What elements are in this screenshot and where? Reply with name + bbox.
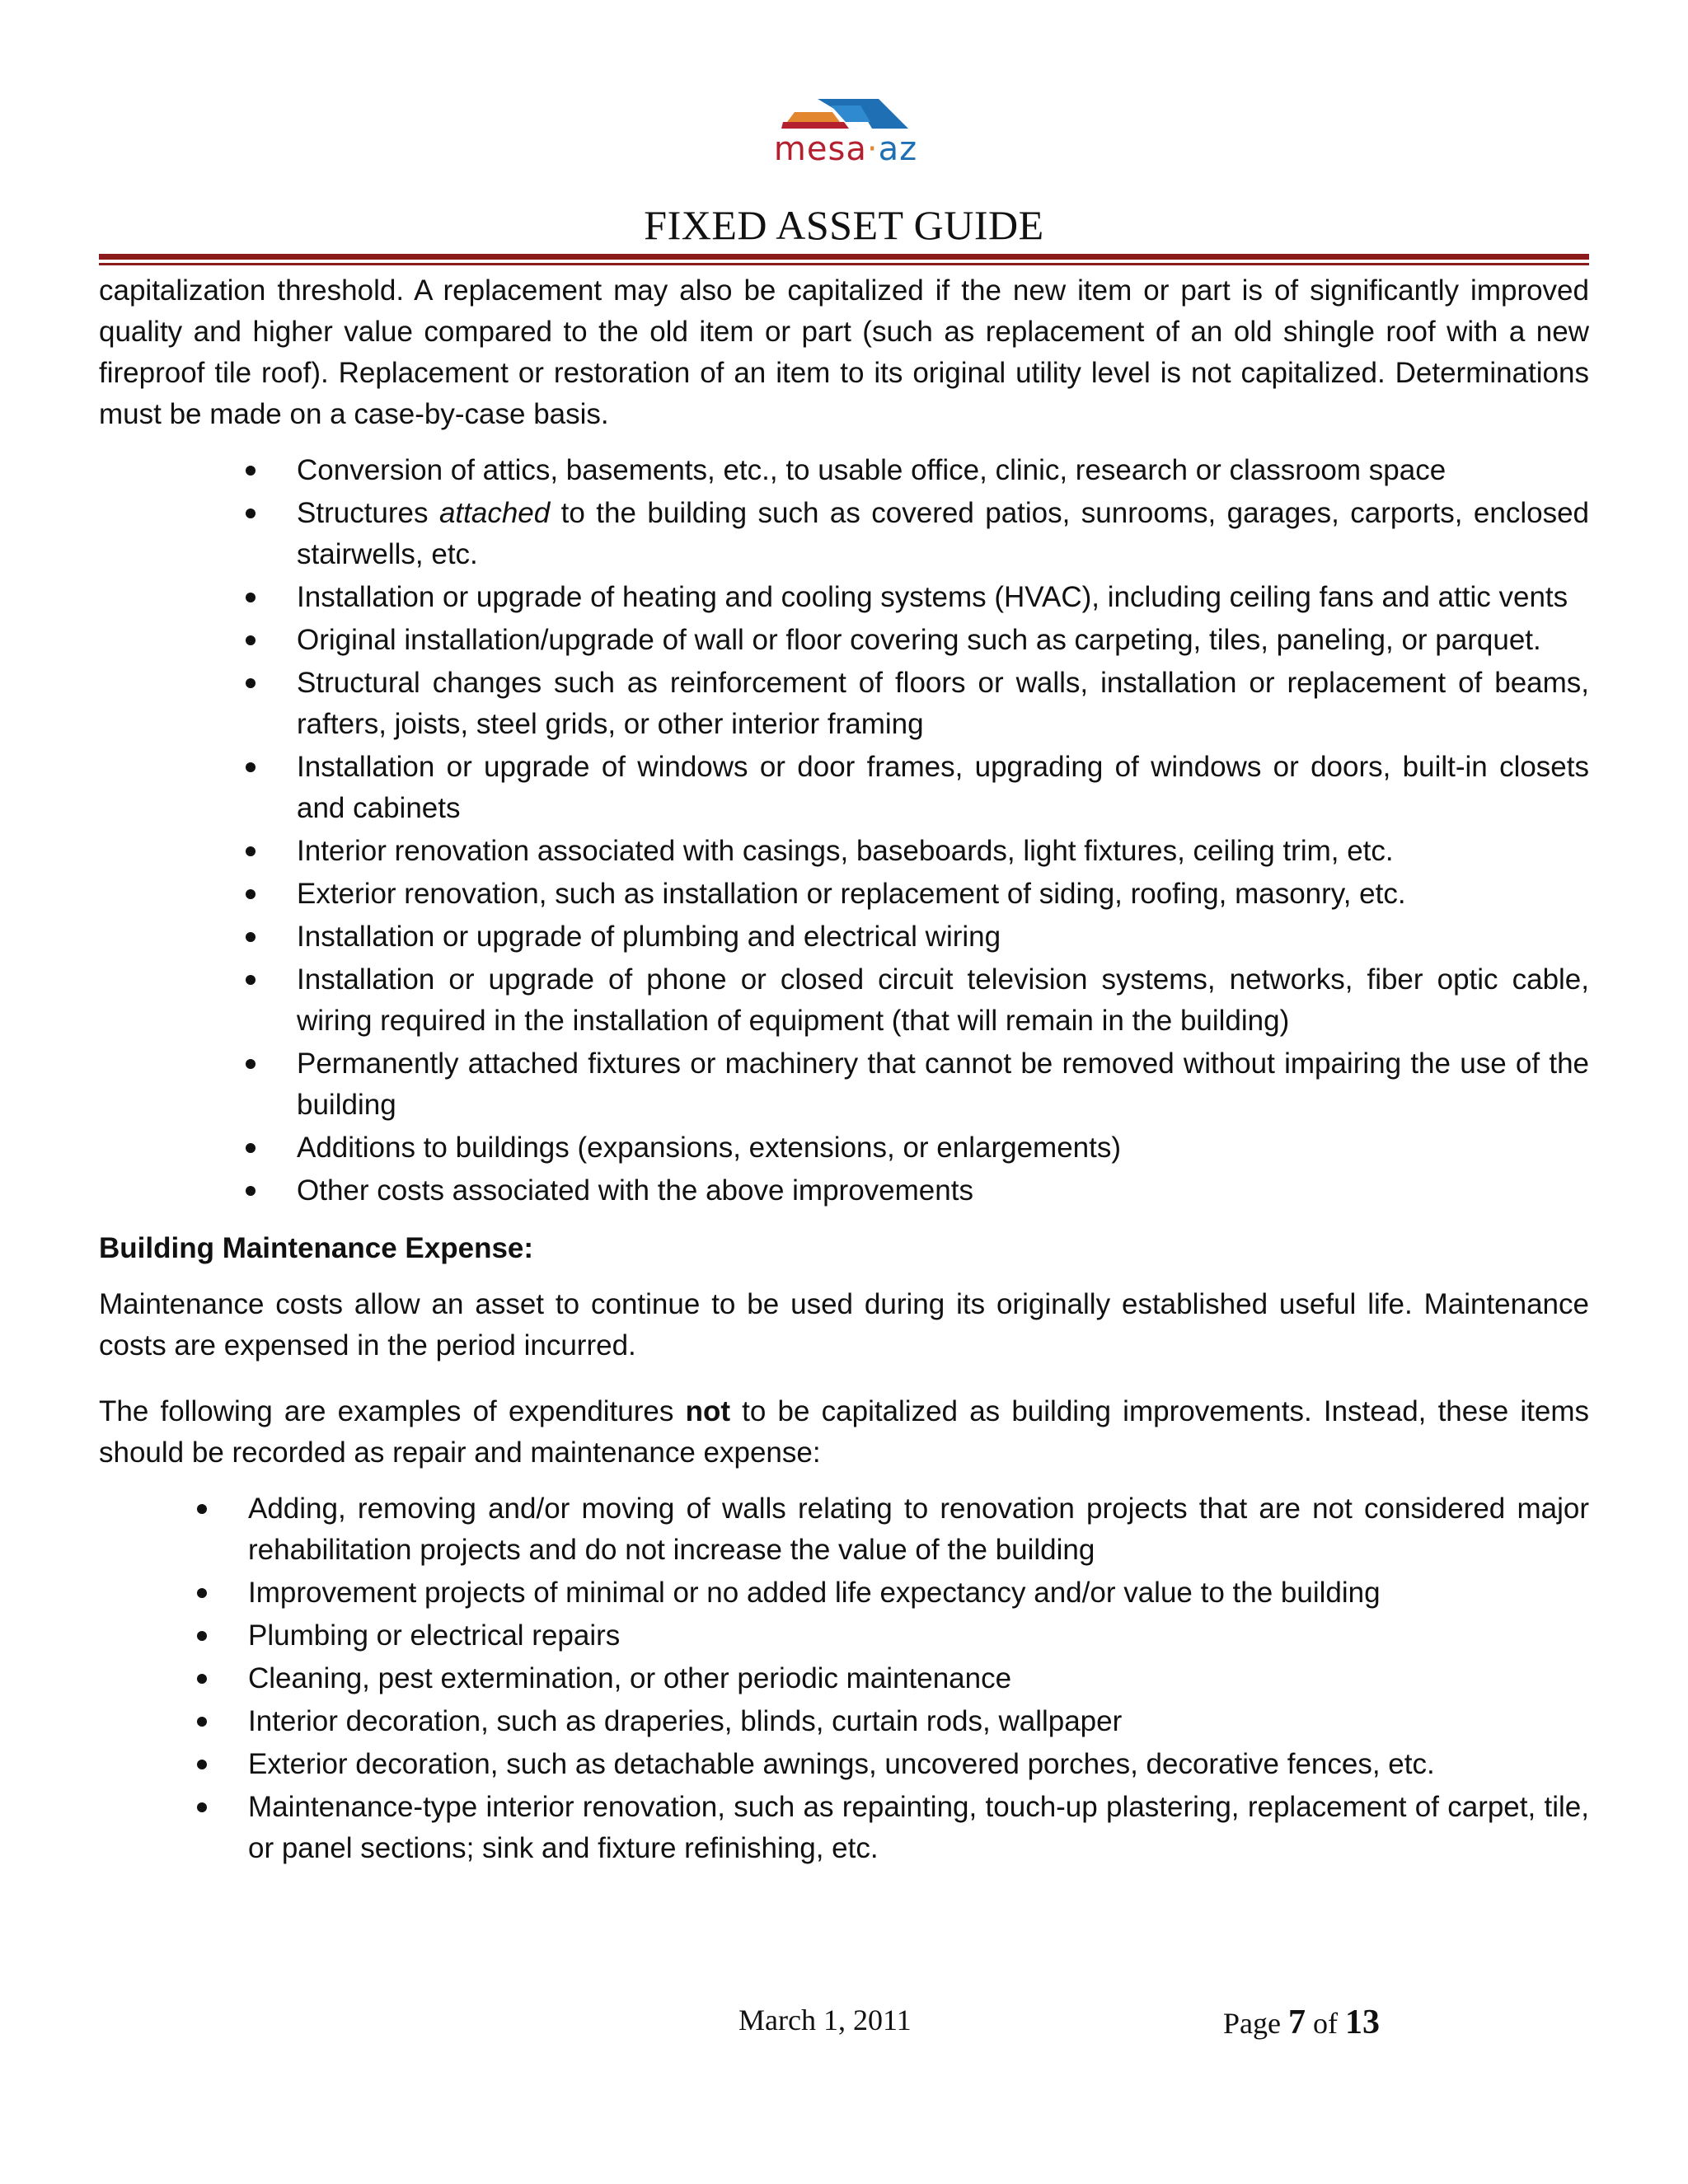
list-item: Installation or upgrade of phone or closed circuit television systems, networks, fiber optic cable, wiring required in the installation of equipment (that will remain in the building) (297, 959, 1589, 1042)
list-item: Original installation/upgrade of wall or floor covering such as carpeting, tiles, paneling, or parquet. (297, 620, 1589, 661)
intro-paragraph: capitalization threshold. A replacement may also be capitalized if the new item or part is of significantly improved quality and higher value compared to the old item or part (such as replacement of an old shingle roof with a new fireproof tile roof). Replacement or restoration of an item to its original utility level is not capitalized. Determinations must be made on a case-by-case basis. (99, 274, 1589, 430)
header-rule-thin (99, 263, 1589, 265)
list-item: Exterior decoration, such as detachable awnings, uncovered porches, decorative fences, etc. (248, 1744, 1589, 1785)
list-item: Installation or upgrade of windows or door frames, upgrading of windows or doors, built-in closets and cabinets (297, 747, 1589, 829)
page-total: 13 (1344, 2004, 1380, 2041)
list-item: Structural changes such as reinforcement of floors or walls, installation or replacement of beams, rafters, joists, steel grids, or other interior framing (297, 663, 1589, 745)
list-item: Maintenance-type interior renovation, such as repainting, touch-up plastering, replacement of carpet, tile, or panel sections; sink and fixture refinishing, etc. (248, 1787, 1589, 1869)
list-item: Installation or upgrade of plumbing and electrical wiring (297, 916, 1589, 958)
maintenance-paragraph: Maintenance costs allow an asset to continue to be used during its originally established useful life. Maintenance costs are expensed in the period incurred. (99, 1288, 1589, 1361)
emphasis-attached: attached (438, 497, 551, 529)
list-item: Other costs associated with the above improvements (297, 1170, 1589, 1212)
page-label: Page (1223, 2007, 1281, 2040)
emphasis-not: not (685, 1395, 730, 1427)
list-item: Exterior renovation, such as installation or replacement of siding, roofing, masonry, etc. (297, 874, 1589, 915)
logo-word-mesa: mesa (773, 130, 867, 168)
list-item: Permanently attached fixtures or machinery that cannot be removed without impairing the use of the building (297, 1043, 1589, 1126)
list-item: Interior renovation associated with casings, baseboards, light fixtures, ceiling trim, etc. (297, 831, 1589, 872)
logo-separator: · (866, 130, 879, 168)
list-item: Installation or upgrade of heating and cooling systems (HVAC), including ceiling fans and attic vents (297, 577, 1589, 618)
maintenance-expense-list (248, 1488, 1589, 1869)
list-item: Improvement projects of minimal or no added life expectancy and/or value to the building (248, 1572, 1589, 1614)
list-item: Plumbing or electrical repairs (248, 1615, 1589, 1657)
examples-paragraph (99, 1391, 1589, 1474)
paragraph-text: The following are examples of expenditures (99, 1395, 686, 1427)
list-item: Adding, removing and/or moving of walls relating to renovation projects that are not considered major rehabilitation projects and do not increase the value of the building (248, 1488, 1589, 1571)
capitalized-improvements-list (297, 450, 1589, 1212)
header-rule-thick (99, 254, 1589, 260)
page-content (99, 270, 1589, 1871)
logo-wordmark (773, 130, 918, 168)
document-title: FIXED ASSET GUIDE (644, 202, 1044, 248)
section-heading: Building Maintenance Expense: (99, 1232, 534, 1264)
mesa-roof-icon (781, 97, 910, 130)
list-item: Conversion of attics, basements, etc., to usable office, clinic, research or classroom space (297, 450, 1589, 491)
list-item: Additions to buildings (expansions, extensions, or enlargements) (297, 1127, 1589, 1169)
of-label: of (1312, 2007, 1338, 2040)
footer-date: March 1, 2011 (738, 2004, 912, 2036)
mesa-az-logo (773, 97, 918, 171)
list-item (297, 493, 1589, 575)
list-item: Cleaning, pest extermination, or other periodic maintenance (248, 1658, 1589, 1699)
footer-page-number (1223, 2003, 1380, 2042)
list-item-text: Structures (297, 497, 439, 529)
list-item-text: to the building such as covered patios, sunrooms, garages, carports, enclosed stairwells, etc. (297, 497, 1589, 570)
list-item: Interior decoration, such as draperies, blinds, curtain rods, wallpaper (248, 1701, 1589, 1742)
page-current: 7 (1287, 2004, 1306, 2041)
logo-word-az: az (878, 130, 918, 168)
paragraph-text: to be capitalized as building improvements. Instead, these items should be recorded as repair and maintenance expense: (99, 1395, 1589, 1469)
